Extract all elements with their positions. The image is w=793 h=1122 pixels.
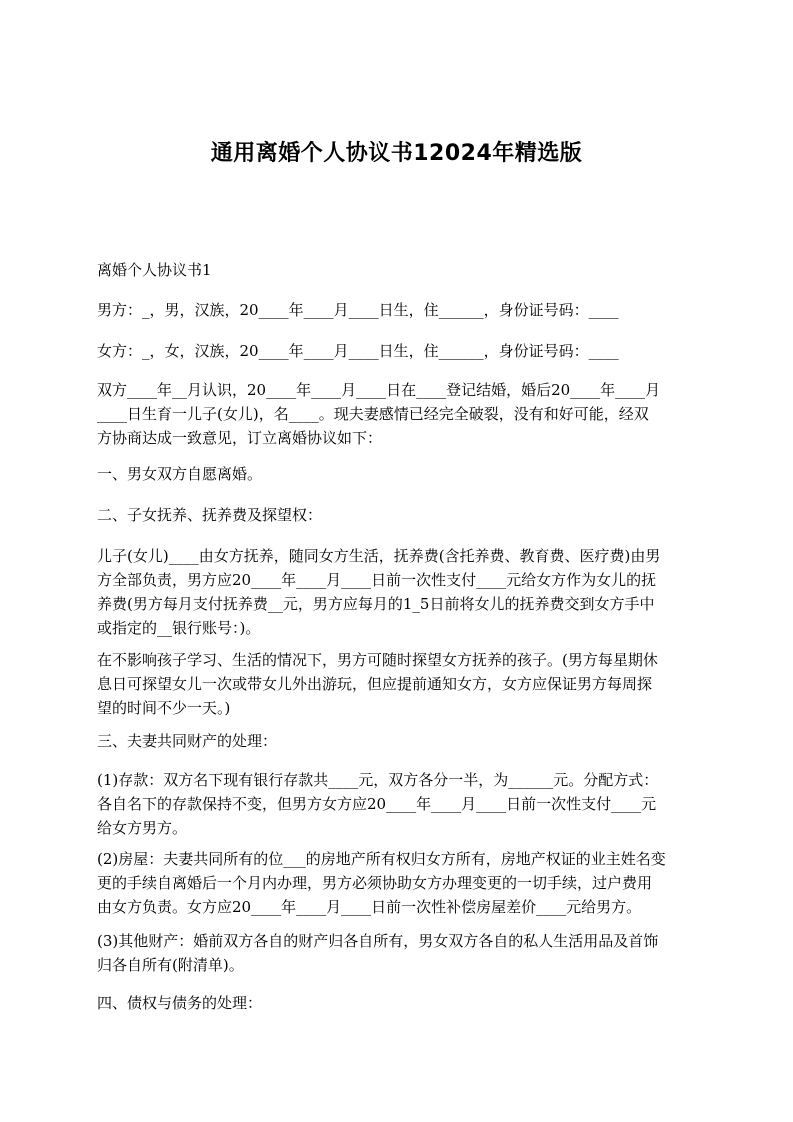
text-line: 女方：_，女，汉族，20____年____月____日生，住______，身份证号码：____ [97, 342, 619, 360]
paragraph-husband-info [97, 298, 697, 322]
text-line: ____日生育一儿子(女儿)，名____。现夫妻感情已经完全破裂，没有和好可能，经双 [97, 405, 649, 423]
text-line: 三、夫妻共同财产的处理： [97, 732, 278, 750]
section-heading-1 [97, 462, 697, 486]
text-line: 归各自所有(附清单)。 [97, 956, 244, 974]
text-line: 或指定的__银行账号：)。 [97, 619, 261, 637]
text-line: 双方____年__月认识，20____年____月____日在____登记结婚，婚后20____年____月 [97, 381, 661, 399]
text-line: 儿子(女儿)____由女方抚养，随同女方生活，抚养费(含托养费、教育费、医疗费)由男 [97, 547, 661, 565]
text-line: 养费(男方每月支付抚养费__元，男方应每月的1_5日前将女儿的抚养费交到女方手中 [97, 595, 655, 613]
section-heading-3 [97, 729, 697, 753]
text-line: (3)其他财产：婚前双方各自的财产归各自所有，男女双方各自的私人生活用品及首饰 [97, 932, 659, 950]
paragraph-heading-agreement-1 [97, 258, 697, 282]
paragraph-property [97, 847, 697, 919]
section-heading-2 [97, 503, 697, 527]
paragraph-savings [97, 768, 697, 840]
text-line: 在不影响孩子学习、生活的情况下，男方可随时探望女方抚养的孩子。(男方每星期休 [97, 651, 658, 669]
text-line: 四、债权与债务的处理： [97, 994, 263, 1012]
text-line: 离婚个人协议书1 [97, 261, 212, 279]
text-line: 一、男女双方自愿离婚。 [97, 465, 263, 483]
text-line: (2)房屋：夫妻共同所有的位___的房地产所有权归女方所有，房地产权证的业主姓名变 [97, 850, 666, 868]
text-line: 各自名下的存款保持不变，但男方女方应20____年____月____日前一次性支付____元 [97, 795, 657, 813]
text-line: 方全部负责，男方应20____年____月____日前一次性支付____元给女方作为女儿的抚 [97, 571, 657, 589]
paragraph-other-assets [97, 929, 697, 977]
text-line: 息日可探望女儿一次或带女儿外出游玩，但应提前通知女方，女方应保证男方每周探 [97, 675, 653, 693]
text-line: 望的时间不少一天。) [97, 699, 231, 717]
paragraph-background [97, 378, 697, 450]
text-line: 更的手续自离婚后一个月内办理，男方必须协助女方办理变更的一切手续，过户费用 [97, 874, 653, 892]
document-title: 通用离婚个人协议书12024年精选版 [210, 141, 583, 166]
section-heading-4 [97, 991, 697, 1015]
text-line: (1)存款：双方名下现有银行存款共____元，双方各分一半，为______元。分配方式： [97, 771, 659, 789]
paragraph-visitation [97, 648, 697, 720]
text-line: 方协商达成一致意见，订立离婚协议如下： [97, 429, 383, 447]
text-line: 二、子女抚养、抚养费及探望权： [97, 506, 323, 524]
paragraph-wife-info [97, 339, 697, 363]
text-line: 男方：_，男，汉族，20____年____月____日生，住______，身份证号码：____ [97, 301, 619, 319]
text-line: 给女方男方。 [97, 819, 188, 837]
text-line: 由女方负责。女方应20____年____月____日前一次性补偿房屋差价____元给男方。 [97, 898, 642, 916]
paragraph-child-support [97, 544, 697, 640]
